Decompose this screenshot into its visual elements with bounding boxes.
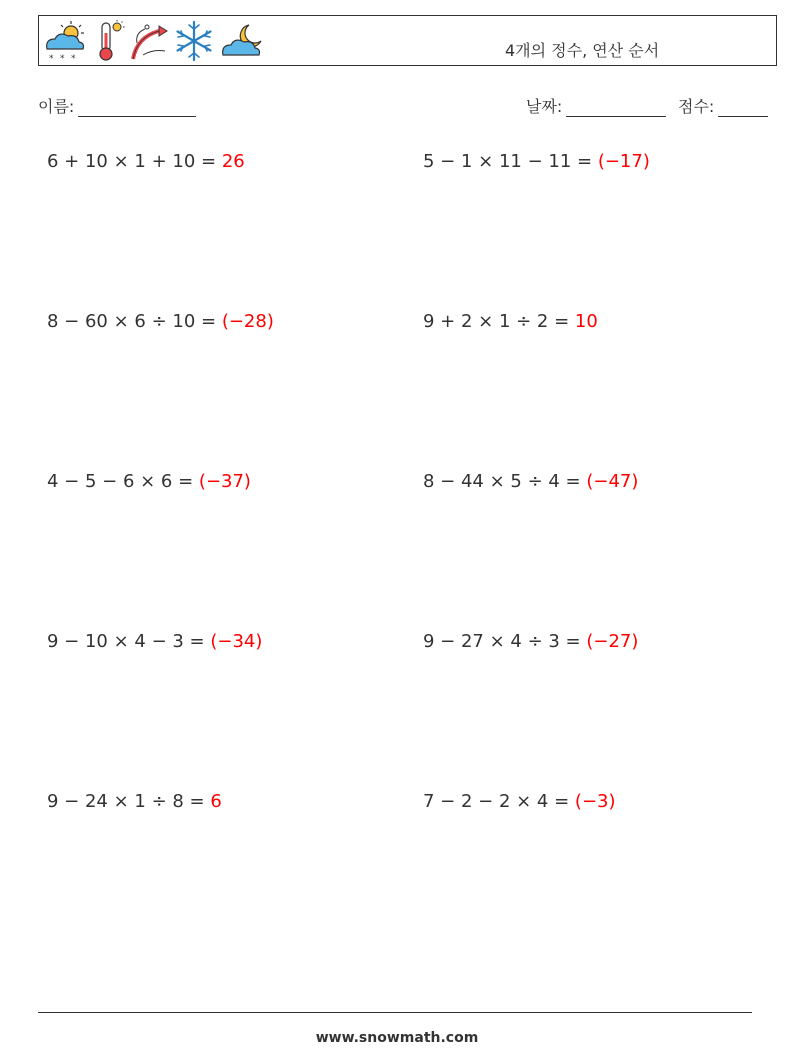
wind-icon: [129, 19, 169, 63]
svg-text:*: *: [60, 54, 65, 63]
problem-expression: 6 + 10 × 1 + 10 =: [47, 151, 222, 172]
date-label: 날짜:: [526, 97, 563, 116]
problem-6: [423, 471, 638, 492]
problem-answer: (−28): [221, 311, 274, 332]
svg-text:*: *: [71, 54, 76, 63]
problem-5: [47, 471, 251, 492]
problem-3: [47, 311, 274, 332]
date-field: [526, 94, 666, 117]
svg-text:*: *: [49, 54, 54, 63]
name-field: [38, 94, 196, 117]
problem-expression: 9 − 27 × 4 ÷ 3 =: [423, 631, 587, 652]
cloud-moon-icon: [219, 19, 265, 63]
score-field: [678, 94, 768, 117]
problem-expression: 8 − 60 × 6 ÷ 10 =: [47, 311, 222, 332]
problem-answer: 26: [221, 151, 245, 172]
footer-url[interactable]: www.snowmath.com: [315, 1030, 479, 1046]
problem-expression: 8 − 44 × 5 ÷ 4 =: [423, 471, 587, 492]
problem-answer: 10: [574, 311, 598, 332]
problem-8: [423, 631, 638, 652]
problem-expression: 9 − 10 × 4 − 3 =: [47, 631, 211, 652]
problem-expression: 9 + 2 × 1 ÷ 2 =: [423, 311, 575, 332]
score-label: 점수:: [678, 97, 715, 116]
score-blank[interactable]: [718, 100, 768, 117]
weather-icons: [41, 18, 265, 64]
problem-expression: 9 − 24 × 1 ÷ 8 =: [47, 791, 211, 812]
problem-1: [47, 151, 245, 172]
problem-answer: (−17): [597, 151, 650, 172]
header-box: [38, 15, 777, 66]
cloud-sun-snow-icon: [41, 19, 87, 63]
problem-7: [47, 631, 262, 652]
problem-9: [47, 791, 222, 812]
problem-10: [423, 791, 616, 812]
problem-answer: 6: [210, 791, 222, 812]
problem-answer: (−47): [586, 471, 639, 492]
thermometer-sun-icon: [91, 19, 125, 63]
problem-4: [423, 311, 598, 332]
problem-answer: (−34): [210, 631, 263, 652]
snowflake-icon: [173, 19, 215, 63]
problem-2: [423, 151, 650, 172]
problem-expression: 4 − 5 − 6 × 6 =: [47, 471, 199, 492]
name-blank[interactable]: [78, 100, 196, 117]
problem-answer: (−3): [574, 791, 616, 812]
problem-answer: (−37): [198, 471, 251, 492]
worksheet-title: 4개의 정수, 연산 순서: [505, 41, 660, 60]
name-label: 이름:: [38, 97, 75, 116]
footer-divider: [38, 1012, 752, 1013]
problem-answer: (−27): [586, 631, 639, 652]
date-blank[interactable]: [566, 100, 666, 117]
problem-expression: 7 − 2 − 2 × 4 =: [423, 791, 575, 812]
problem-expression: 5 − 1 × 11 − 11 =: [423, 151, 598, 172]
